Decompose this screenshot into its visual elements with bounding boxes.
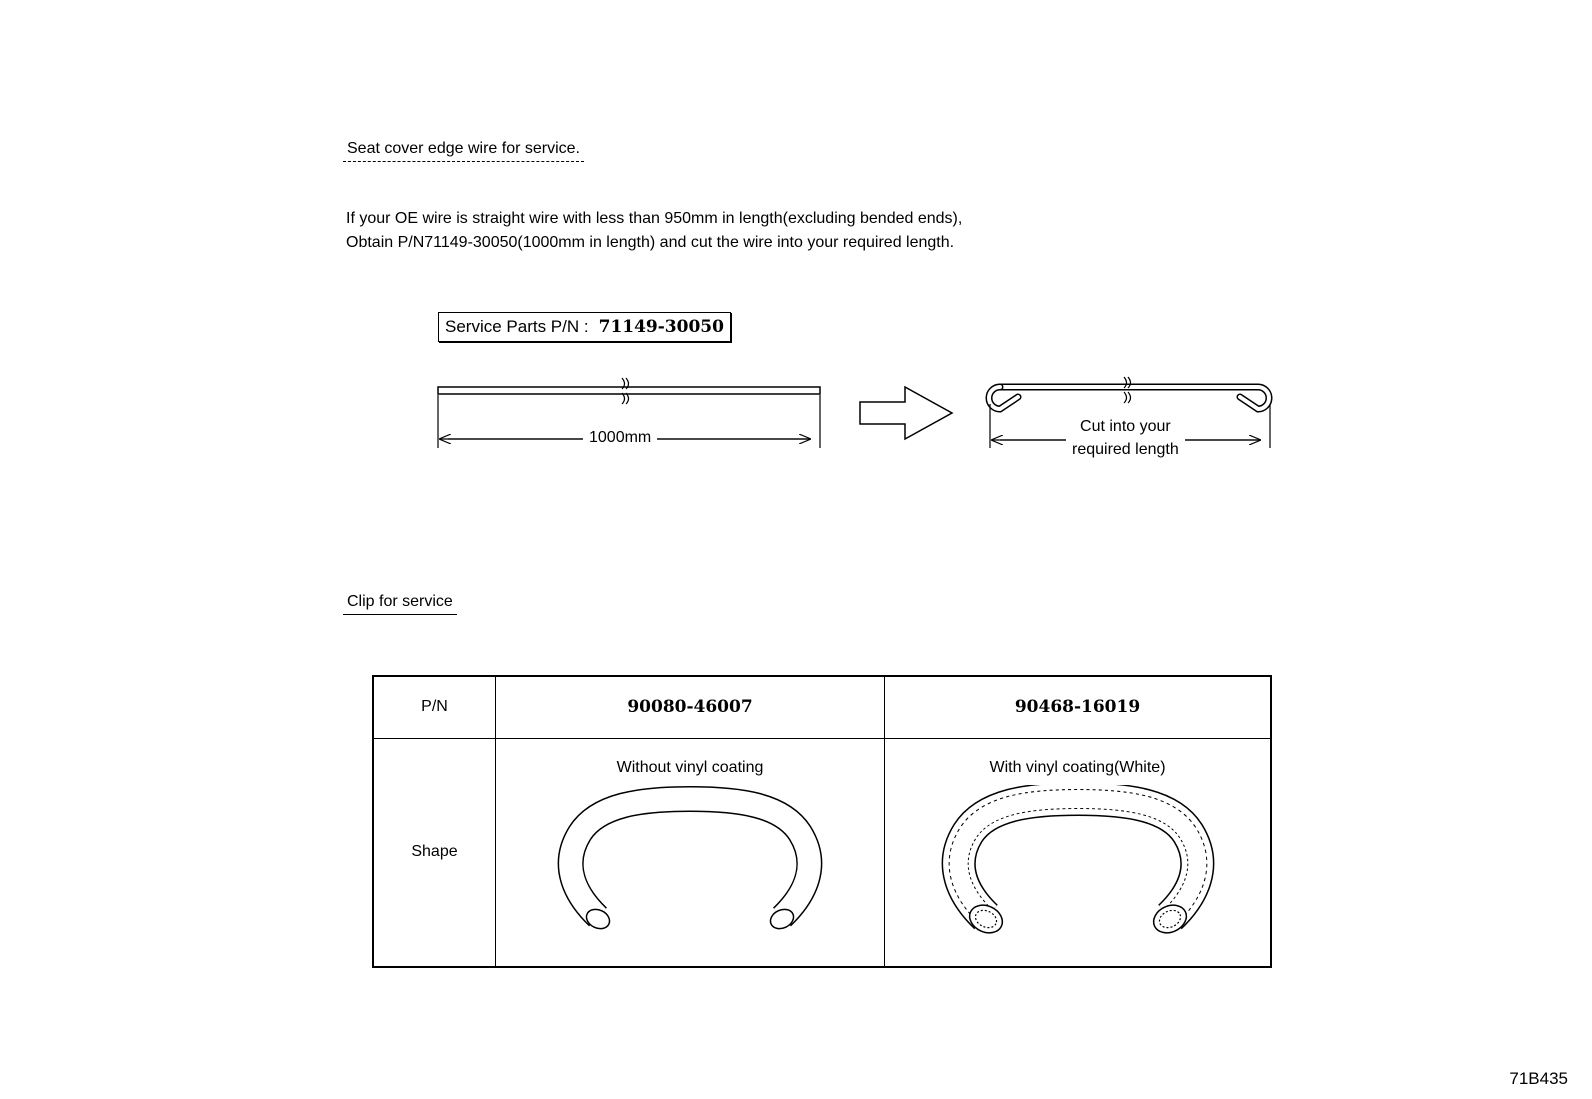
instruction-line-1: If your OE wire is straight wire with less than 950mm in length(excluding bended ends), — [346, 210, 963, 227]
clip-pn-1: 90080-46007 — [496, 676, 885, 738]
shape-cell-1 — [496, 738, 885, 967]
cut-label-line-2: required length — [1072, 441, 1179, 458]
shape-cell-2 — [885, 738, 1272, 967]
cut-label-line-1: Cut into your — [1080, 418, 1171, 435]
bent-wire — [989, 377, 1269, 409]
table-row-pn — [373, 676, 1271, 738]
cut-label — [1066, 415, 1185, 461]
clip-table — [372, 675, 1272, 968]
service-part-label: Service Parts P/N : — [445, 317, 589, 336]
pn-row-label: P/N — [373, 676, 496, 738]
table-row-shape — [373, 738, 1271, 967]
clip-caption-1: Without vinyl coating — [616, 758, 764, 776]
shape-row-label: Shape — [373, 738, 496, 967]
vinyl-coated-clip-illustration — [928, 785, 1228, 945]
clip-pn-2: 90468-16019 — [885, 676, 1272, 738]
process-arrow-icon — [860, 387, 952, 439]
clip-caption-2: With vinyl coating(White) — [989, 758, 1166, 776]
straight-wire — [438, 378, 820, 404]
figure-code: 71B435 — [1509, 1069, 1568, 1088]
uncoated-clip-illustration — [540, 785, 840, 945]
clip-section-heading: Clip for service — [343, 593, 457, 615]
service-part-number: 71149-30050 — [598, 317, 724, 337]
length-label: 1000mm — [583, 429, 657, 447]
wire-section-heading: Seat cover edge wire for service. — [343, 140, 584, 162]
instruction-line-2: Obtain P/N71149-30050(1000mm in length) and cut the wire into your required length. — [346, 234, 955, 251]
